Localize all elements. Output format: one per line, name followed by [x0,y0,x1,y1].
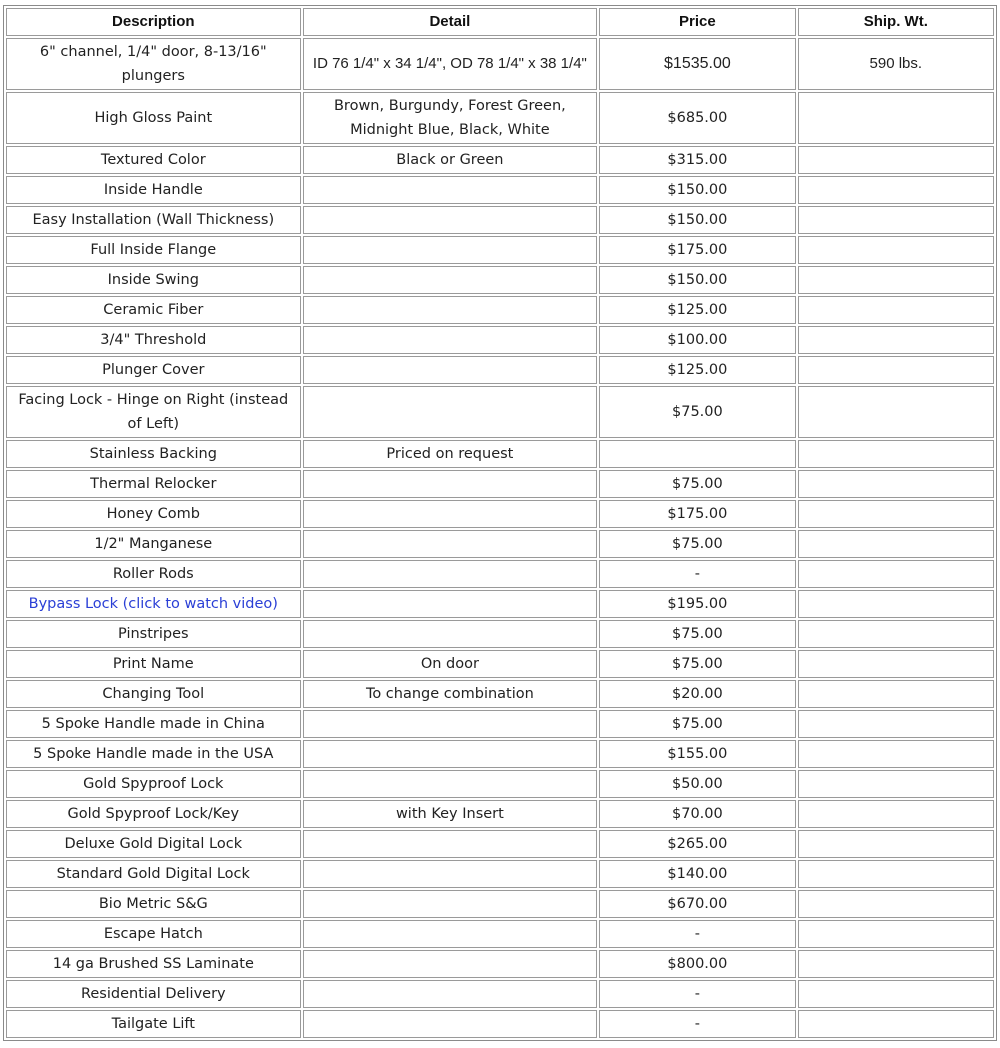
table-row [6,1010,994,1038]
bypass-lock-video-link[interactable]: Bypass Lock (click to watch video) [28,596,278,612]
price-cell: $75.00 [599,710,795,738]
ship-weight-cell [798,950,994,978]
description-cell: 5 Spoke Handle made in China [6,710,301,738]
table-row [6,590,994,618]
ship-weight-cell [798,860,994,888]
table-row [6,860,994,888]
description-cell: 3/4" Threshold [6,326,301,354]
description-cell: Changing Tool [6,680,301,708]
ship-weight-cell [798,800,994,828]
table-row [6,980,994,1008]
description-cell: Textured Color [6,146,301,174]
price-cell [599,440,795,468]
detail-cell [303,560,598,588]
description-cell: Inside Swing [6,266,301,294]
header-description: Description [6,8,301,36]
detail-cell [303,860,598,888]
detail-cell [303,296,598,324]
table-row [6,470,994,498]
table-row [6,92,994,144]
table-row [6,890,994,918]
description-cell: Tailgate Lift [6,1010,301,1038]
price-cell: $70.00 [599,800,795,828]
ship-weight-cell [798,236,994,264]
ship-weight-cell [798,890,994,918]
price-cell: $1535.00 [599,38,795,90]
price-cell: - [599,920,795,948]
price-cell: - [599,560,795,588]
description-cell: High Gloss Paint [6,92,301,144]
ship-weight-cell [798,176,994,204]
description-cell: Gold Spyproof Lock [6,770,301,798]
detail-cell [303,980,598,1008]
table-row [6,38,994,90]
table-row [6,266,994,294]
header-row [6,8,994,36]
ship-weight-cell [798,146,994,174]
detail-cell [303,356,598,384]
description-cell: Thermal Relocker [6,470,301,498]
price-cell: $20.00 [599,680,795,708]
price-cell: $175.00 [599,500,795,528]
price-cell: $75.00 [599,530,795,558]
description-cell: Residential Delivery [6,980,301,1008]
detail-cell [303,236,598,264]
table-row [6,206,994,234]
description-cell: Bio Metric S&G [6,890,301,918]
ship-weight-cell: 590 lbs. [798,38,994,90]
detail-cell [303,890,598,918]
detail-cell [303,950,598,978]
description-cell: Roller Rods [6,560,301,588]
ship-weight-cell [798,830,994,858]
ship-weight-cell [798,470,994,498]
table-row [6,560,994,588]
price-cell: $315.00 [599,146,795,174]
description-cell: Escape Hatch [6,920,301,948]
detail-cell [303,770,598,798]
table-row [6,680,994,708]
ship-weight-cell [798,356,994,384]
ship-weight-cell [798,650,994,678]
table-row [6,530,994,558]
table-row [6,920,994,948]
price-cell: $140.00 [599,860,795,888]
price-cell: - [599,980,795,1008]
description-cell: Stainless Backing [6,440,301,468]
detail-cell [303,530,598,558]
ship-weight-cell [798,386,994,438]
table-row [6,740,994,768]
ship-weight-cell [798,680,994,708]
price-cell: $100.00 [599,326,795,354]
table-row [6,296,994,324]
detail-cell [303,386,598,438]
ship-weight-cell [798,740,994,768]
detail-cell [303,920,598,948]
detail-cell [303,266,598,294]
table-row [6,830,994,858]
ship-weight-cell [798,710,994,738]
header-price: Price [599,8,795,36]
detail-cell: with Key Insert [303,800,598,828]
price-cell: $150.00 [599,176,795,204]
ship-weight-cell [798,590,994,618]
table-row [6,386,994,438]
description-cell: 5 Spoke Handle made in the USA [6,740,301,768]
ship-weight-cell [798,620,994,648]
price-cell: $75.00 [599,620,795,648]
header-ship-weight: Ship. Wt. [798,8,994,36]
ship-weight-cell [798,296,994,324]
price-cell: $175.00 [599,236,795,264]
ship-weight-cell [798,92,994,144]
table-row [6,770,994,798]
ship-weight-cell [798,980,994,1008]
price-cell: $150.00 [599,266,795,294]
detail-cell [303,830,598,858]
ship-weight-cell [798,770,994,798]
price-cell: $75.00 [599,650,795,678]
detail-cell [303,740,598,768]
price-cell: $265.00 [599,830,795,858]
description-cell: Ceramic Fiber [6,296,301,324]
description-cell: Print Name [6,650,301,678]
ship-weight-cell [798,206,994,234]
ship-weight-cell [798,440,994,468]
description-cell: Facing Lock - Hinge on Right (instead of Left) [6,386,301,438]
description-cell: Deluxe Gold Digital Lock [6,830,301,858]
detail-cell [303,176,598,204]
price-cell: $670.00 [599,890,795,918]
ship-weight-cell [798,920,994,948]
description-cell: Plunger Cover [6,356,301,384]
price-cell: $800.00 [599,950,795,978]
table-row [6,356,994,384]
description-cell: Standard Gold Digital Lock [6,860,301,888]
price-cell: $125.00 [599,356,795,384]
detail-cell [303,500,598,528]
detail-cell: Priced on request [303,440,598,468]
ship-weight-cell [798,560,994,588]
price-table [3,5,997,1041]
price-cell: $75.00 [599,470,795,498]
ship-weight-cell [798,500,994,528]
description-cell: Honey Comb [6,500,301,528]
detail-cell: To change combination [303,680,598,708]
ship-weight-cell [798,266,994,294]
table-row [6,710,994,738]
price-cell: $195.00 [599,590,795,618]
detail-cell [303,470,598,498]
detail-cell: Brown, Burgundy, Forest Green, Midnight Blue, Black, White [303,92,598,144]
table-row [6,620,994,648]
table-row [6,236,994,264]
table-row [6,440,994,468]
detail-cell [303,326,598,354]
detail-cell [303,620,598,648]
description-cell: Pinstripes [6,620,301,648]
table-row [6,950,994,978]
price-cell: $50.00 [599,770,795,798]
detail-cell [303,710,598,738]
detail-cell: Black or Green [303,146,598,174]
price-cell: $155.00 [599,740,795,768]
detail-cell: ID 76 1/4" x 34 1/4", OD 78 1/4" x 38 1/4" [303,38,598,90]
detail-cell [303,206,598,234]
table-row [6,650,994,678]
ship-weight-cell [798,326,994,354]
description-cell [6,590,301,618]
description-cell: Gold Spyproof Lock/Key [6,800,301,828]
description-cell: 6" channel, 1/4" door, 8-13/16" plungers [6,38,301,90]
detail-cell [303,1010,598,1038]
price-cell: $125.00 [599,296,795,324]
table-row [6,326,994,354]
detail-cell [303,590,598,618]
price-cell: $685.00 [599,92,795,144]
ship-weight-cell [798,1010,994,1038]
description-cell: Easy Installation (Wall Thickness) [6,206,301,234]
description-cell: Inside Handle [6,176,301,204]
table-row [6,800,994,828]
price-cell: $150.00 [599,206,795,234]
description-cell: Full Inside Flange [6,236,301,264]
table-row [6,500,994,528]
table-row [6,146,994,174]
header-detail: Detail [303,8,598,36]
table-row [6,176,994,204]
description-cell: 1/2" Manganese [6,530,301,558]
detail-cell: On door [303,650,598,678]
price-cell: - [599,1010,795,1038]
description-cell: 14 ga Brushed SS Laminate [6,950,301,978]
price-cell: $75.00 [599,386,795,438]
ship-weight-cell [798,530,994,558]
